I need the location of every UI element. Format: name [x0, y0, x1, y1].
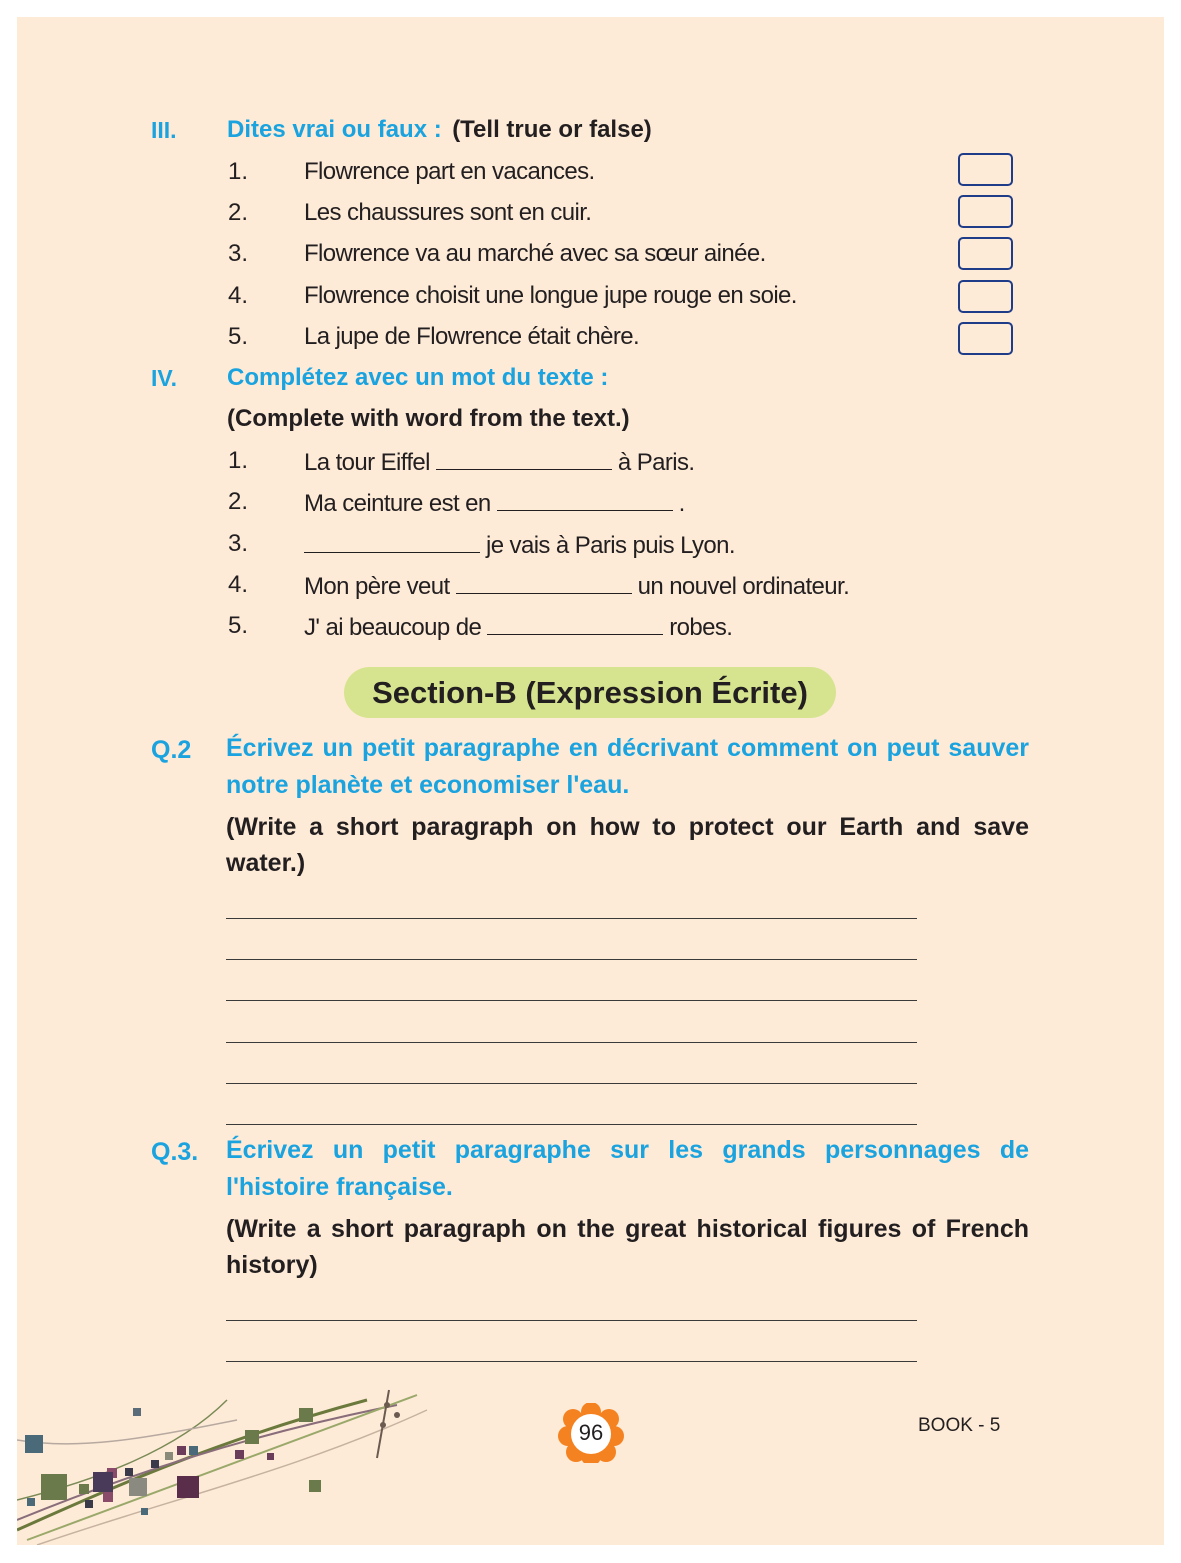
answer-line[interactable] [226, 959, 917, 960]
answer-line[interactable] [226, 1320, 917, 1321]
fill-item [304, 571, 849, 601]
fill-item-after: à Paris. [617, 449, 695, 476]
answer-box-1[interactable] [958, 153, 1013, 186]
section-b-heading: Section-B (Expression Écrite) [344, 667, 836, 718]
decorative-swirl-ornament [17, 1380, 437, 1545]
fill-item-after: robes. [669, 614, 733, 641]
q3-text-en: (Write a short paragraph on the great historical figures of French history) [226, 1215, 1029, 1279]
tf-item-text: Flowrence va au marché avec sa sœur ainée. [304, 240, 766, 267]
fill-item-number: 2. [228, 488, 249, 515]
tf-item-text: Les chaussures sont en cuir. [304, 199, 592, 226]
fill-item-number: 1. [228, 447, 249, 474]
part3-title-en: (Tell true or false) [452, 116, 652, 143]
fill-blank[interactable] [304, 530, 480, 553]
answer-line[interactable] [226, 1124, 917, 1125]
fill-item-before: La tour Eiffel [304, 449, 430, 476]
tf-item-number: 5. [228, 323, 249, 350]
tf-item-text: Flowrence part en vacances. [304, 158, 595, 185]
answer-line[interactable] [226, 1042, 917, 1043]
fill-blank[interactable] [497, 488, 673, 511]
tf-item-text: La jupe de Flowrence était chère. [304, 323, 640, 350]
q3-number: Q.3. [151, 1138, 199, 1166]
fill-item-after: je vais à Paris puis Lyon. [486, 532, 735, 559]
answer-box-5[interactable] [958, 322, 1013, 355]
fill-item-after: . [678, 490, 685, 517]
book-label: BOOK - 5 [918, 1415, 1001, 1436]
fill-blank[interactable] [487, 612, 663, 635]
tf-item-number: 2. [228, 199, 249, 226]
tf-item-number: 4. [228, 282, 249, 309]
fill-item-before: Mon père veut [304, 573, 450, 600]
part3-heading [227, 116, 652, 144]
q3-text-fr: Écrivez un petit paragraphe sur les grands personnages de l'histoire française. [226, 1136, 1029, 1201]
q2-text-fr: Écrivez un petit paragraphe en décrivant comment on peut sauver notre planète et economiser l'eau. [226, 734, 1029, 799]
fill-item-number: 3. [228, 530, 249, 557]
fill-item [304, 530, 735, 560]
fill-item-before: J' ai beaucoup de [304, 614, 482, 641]
q2-text-en: (Write a short paragraph on how to protect our Earth and save water.) [226, 813, 1029, 877]
part3-numeral: III. [151, 117, 177, 143]
fill-item [304, 488, 685, 518]
part4-title-en: (Complete with word from the text.) [227, 405, 630, 432]
fill-blank[interactable] [456, 571, 632, 594]
page-number: 96 [578, 1420, 604, 1445]
answer-line[interactable] [226, 918, 917, 919]
part4-title-fr: Complétez avec un mot du texte : [227, 364, 609, 391]
part4-numeral: IV. [151, 365, 178, 391]
tf-item-text: Flowrence choisit une longue jupe rouge en soie. [304, 282, 797, 309]
part3-title-fr: Dites vrai ou faux : [227, 116, 442, 143]
answer-line[interactable] [226, 1083, 917, 1084]
q2-number: Q.2 [151, 736, 192, 764]
answer-line[interactable] [226, 1000, 917, 1001]
tf-item-number: 1. [228, 158, 249, 185]
fill-item-number: 5. [228, 612, 249, 639]
fill-item [304, 612, 732, 642]
fill-item-after: un nouvel ordinateur. [637, 573, 850, 600]
answer-line[interactable] [226, 1361, 917, 1362]
fill-item [304, 447, 695, 477]
answer-box-3[interactable] [958, 237, 1013, 270]
tf-item-number: 3. [228, 240, 249, 267]
fill-blank[interactable] [436, 447, 612, 470]
answer-box-4[interactable] [958, 280, 1013, 313]
fill-item-number: 4. [228, 571, 249, 598]
fill-item-before: Ma ceinture est en [304, 490, 491, 517]
answer-box-2[interactable] [958, 195, 1013, 228]
